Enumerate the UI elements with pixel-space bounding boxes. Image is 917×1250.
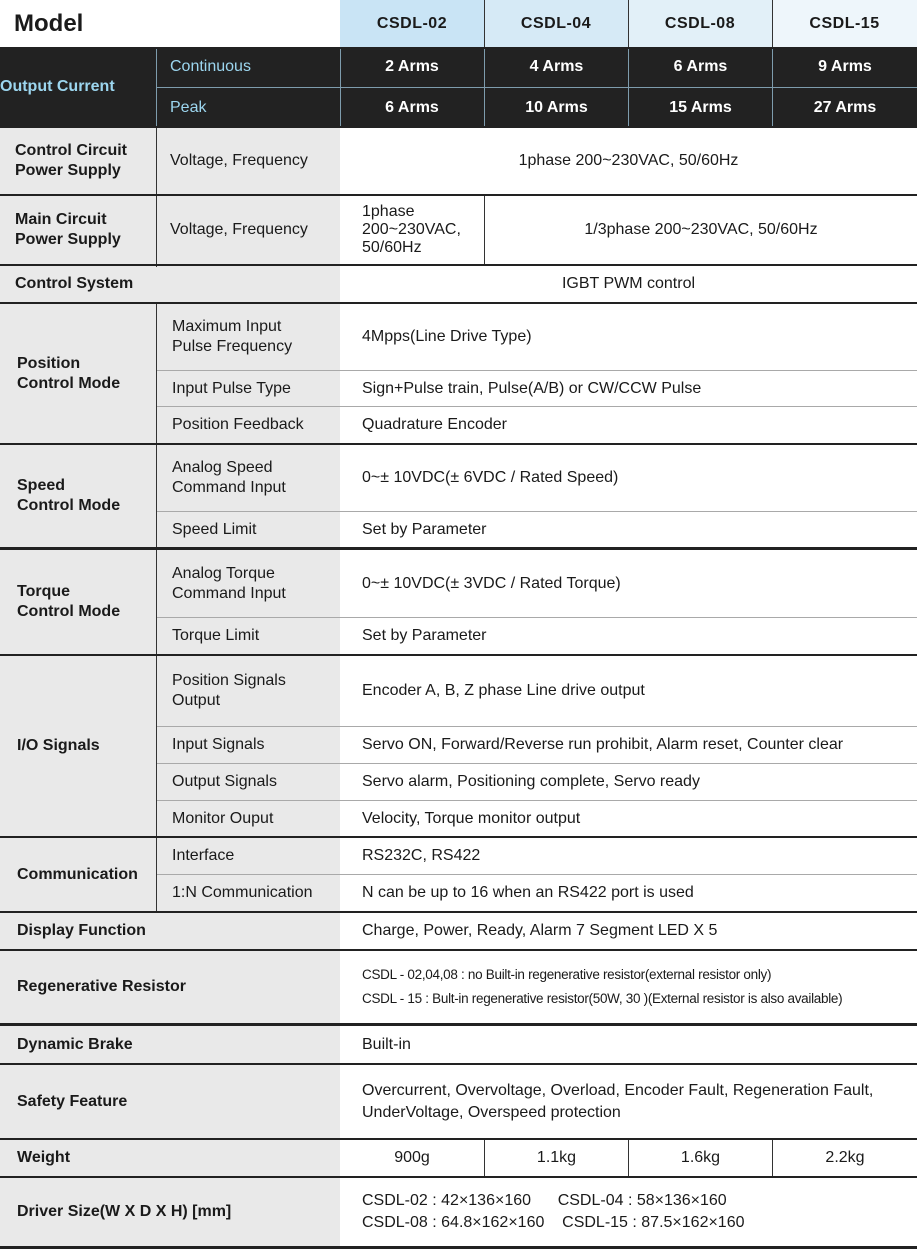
safety-feature-value: Overcurrent, Overvoltage, Overload, Encoder Fault, Regeneration Fault, UnderVoltage, Overspeed protection	[340, 1065, 917, 1138]
torque-value-limit: Set by Parameter	[340, 618, 917, 654]
io-sub-position-output: Position Signals Output	[157, 656, 340, 726]
main-circuit-value-other: 1/3phase 200~230VAC, 50/60Hz	[485, 196, 917, 264]
regen-resistor-label: Regenerative Resistor	[0, 951, 340, 1023]
position-mode-label: Position Control Mode	[0, 304, 156, 443]
io-value-position-output: Encoder A, B, Z phase Line drive output	[340, 656, 917, 726]
dynamic-brake-value: Built-in	[340, 1026, 917, 1063]
position-value-max-pulse: 4Mpps(Line Drive Type)	[340, 304, 917, 370]
output-current-label: Output Current	[0, 47, 156, 127]
communication-label: Communication	[0, 838, 156, 911]
model-csdl-02: CSDL-02	[340, 0, 484, 47]
regen-resistor-value: CSDL - 02,04,08 : no Built-in regenerative resistor(external resistor only) CSDL - 15 : Bult-in regenerative resistor(50W, 30 )(External resistor is also available)	[340, 951, 917, 1023]
model-csdl-04: CSDL-04	[484, 0, 628, 47]
model-csdl-08: CSDL-08	[628, 0, 772, 47]
control-circuit-value: 1phase 200~230VAC, 50/60Hz	[340, 127, 917, 194]
speed-sub-analog: Analog Speed Command Input	[157, 445, 340, 511]
torque-mode-label: Torque Control Mode	[0, 550, 156, 654]
comm-value-1n: N can be up to 16 when an RS422 port is used	[340, 875, 917, 911]
io-value-monitor: Velocity, Torque monitor output	[340, 801, 917, 836]
speed-sub-limit: Speed Limit	[157, 512, 340, 547]
peak-value: 27 Arms	[773, 88, 917, 127]
io-sub-output: Output Signals	[157, 764, 340, 800]
peak-value: 6 Arms	[340, 88, 484, 127]
control-circuit-label: Control Circuit Power Supply	[0, 127, 156, 194]
continuous-value: 6 Arms	[629, 47, 772, 87]
main-circuit-label: Main Circuit Power Supply	[0, 196, 156, 264]
main-circuit-sub: Voltage, Frequency	[157, 196, 340, 264]
speed-value-limit: Set by Parameter	[340, 512, 917, 547]
model-csdl-15: CSDL-15	[772, 0, 917, 47]
main-circuit-value-02: 1phase 200~230VAC, 50/60Hz	[340, 196, 484, 264]
io-signals-label: I/O Signals	[0, 656, 156, 836]
position-sub-max-pulse: Maximum Input Pulse Frequency	[157, 304, 340, 370]
weight-label: Weight	[0, 1140, 340, 1176]
continuous-value: 9 Arms	[773, 47, 917, 87]
position-value-pulse-type: Sign+Pulse train, Pulse(A/B) or CW/CCW Pulse	[340, 371, 917, 406]
safety-feature-label: Safety Feature	[0, 1065, 340, 1138]
speed-mode-label: Speed Control Mode	[0, 445, 156, 547]
io-sub-input: Input Signals	[157, 727, 340, 763]
position-value-feedback: Quadrature Encoder	[340, 407, 917, 443]
weight-value: 1.1kg	[485, 1140, 628, 1176]
position-sub-feedback: Position Feedback	[157, 407, 340, 443]
torque-value-analog: 0~± 10VDC(± 3VDC / Rated Torque)	[340, 550, 917, 617]
weight-value: 1.6kg	[629, 1140, 772, 1176]
driver-size-value: CSDL-02 : 42×136×160 CSDL-04 : 58×136×160 CSDL-08 : 64.8×162×160 CSDL-15 : 87.5×162×160	[340, 1178, 917, 1246]
control-circuit-sub: Voltage, Frequency	[157, 127, 340, 194]
speed-value-analog: 0~± 10VDC(± 6VDC / Rated Speed)	[340, 445, 917, 511]
weight-value: 2.2kg	[773, 1140, 917, 1176]
display-function-label: Display Function	[0, 913, 340, 949]
continuous-value: 2 Arms	[340, 47, 484, 87]
peak-label: Peak	[157, 88, 340, 127]
display-function-value: Charge, Power, Ready, Alarm 7 Segment LED X 5	[340, 913, 917, 949]
weight-value: 900g	[340, 1140, 484, 1176]
model-label: Model	[0, 0, 340, 47]
comm-sub-1n: 1:N Communication	[157, 875, 340, 911]
driver-size-label: Driver Size(W X D X H) [mm]	[0, 1178, 340, 1246]
io-sub-monitor: Monitor Ouput	[157, 801, 340, 836]
continuous-value: 4 Arms	[485, 47, 628, 87]
torque-sub-analog: Analog Torque Command Input	[157, 550, 340, 617]
torque-sub-limit: Torque Limit	[157, 618, 340, 654]
comm-sub-interface: Interface	[157, 838, 340, 874]
dynamic-brake-label: Dynamic Brake	[0, 1026, 340, 1063]
io-value-output: Servo alarm, Positioning complete, Servo ready	[340, 764, 917, 800]
comm-value-interface: RS232C, RS422	[340, 838, 917, 874]
peak-value: 15 Arms	[629, 88, 772, 127]
control-system-label: Control System	[0, 266, 340, 302]
control-system-value: IGBT PWM control	[340, 266, 917, 302]
position-sub-pulse-type: Input Pulse Type	[157, 371, 340, 406]
io-value-input: Servo ON, Forward/Reverse run prohibit, Alarm reset, Counter clear	[340, 727, 917, 763]
peak-value: 10 Arms	[485, 88, 628, 127]
continuous-label: Continuous	[157, 47, 340, 87]
